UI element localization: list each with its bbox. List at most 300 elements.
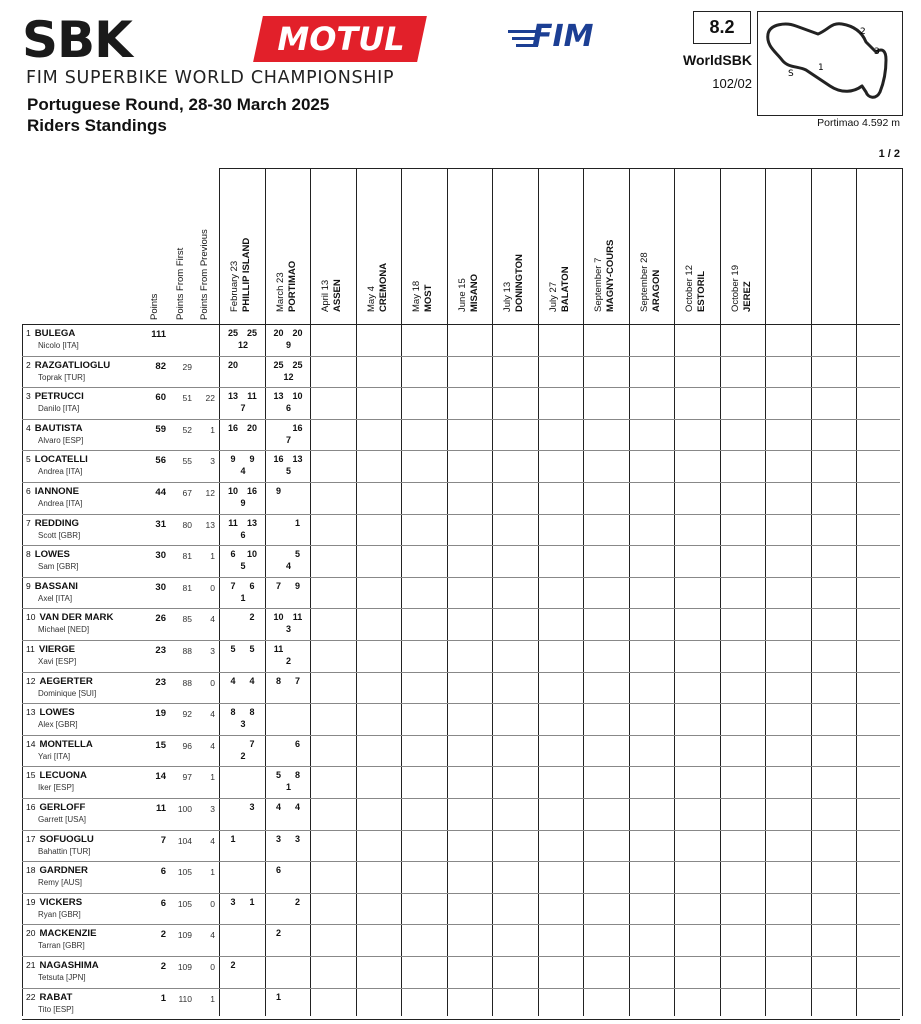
rider-firstname: Yari [ITA] bbox=[38, 751, 71, 761]
page-subtitle: Riders Standings bbox=[27, 116, 167, 135]
column-header-from-previous bbox=[197, 168, 213, 324]
rider-position: 7 bbox=[26, 517, 31, 528]
rider-name-cell bbox=[26, 992, 74, 1015]
race1-result: 9 bbox=[230, 454, 236, 465]
rider-points: 6 bbox=[160, 866, 166, 878]
round-date: March 23 bbox=[274, 272, 286, 312]
rider-points: 60 bbox=[155, 392, 166, 404]
column-header-label: Points From Previous bbox=[199, 229, 210, 320]
rider-firstname: Andrea [ITA] bbox=[38, 499, 83, 508]
rider-position: 14 bbox=[26, 738, 36, 749]
rider-points-from-previous: 3 bbox=[210, 804, 215, 814]
rider-points: 26 bbox=[155, 613, 166, 625]
superpole-race-result: 1 bbox=[240, 592, 246, 603]
rider-firstname: Xavi [ESP] bbox=[38, 657, 77, 666]
rider-name-cell bbox=[26, 770, 87, 793]
rider-points: 14 bbox=[155, 771, 166, 783]
page-title: Portuguese Round, 28-30 March 2025 bbox=[27, 95, 330, 114]
race1-result: 2 bbox=[230, 960, 236, 970]
rider-surname: LOWES bbox=[34, 549, 70, 561]
rider-points: 23 bbox=[155, 676, 166, 688]
rider-position: 4 bbox=[26, 422, 31, 433]
motul-wordmark: MOTUL bbox=[277, 20, 405, 58]
table-row bbox=[22, 956, 900, 988]
race2-result: 25 bbox=[246, 328, 257, 338]
race2-result: 8 bbox=[249, 707, 255, 718]
round-name: PHILLIP ISLAND bbox=[241, 237, 252, 312]
race1-result: 1 bbox=[275, 991, 281, 1002]
rider-surname: VIERGE bbox=[38, 644, 76, 655]
rider-surname: BAUTISTA bbox=[34, 422, 83, 434]
round-header bbox=[265, 168, 311, 324]
rider-firstname: Dominique [SUI] bbox=[38, 688, 97, 698]
rider-points: 56 bbox=[155, 455, 166, 467]
round-header bbox=[310, 168, 356, 324]
round-name: CREMONA bbox=[377, 262, 389, 312]
round-name: MAGNY-COURS bbox=[605, 239, 616, 312]
superpole-race-result: 3 bbox=[240, 719, 246, 730]
rider-points-from-previous: 22 bbox=[205, 393, 215, 404]
rider-firstname: Alex [GBR] bbox=[38, 720, 78, 730]
rider-points-from-first: 92 bbox=[182, 709, 192, 720]
table-row bbox=[22, 735, 900, 767]
race2-result: 9 bbox=[294, 580, 300, 591]
round-date: July 13 bbox=[502, 281, 513, 312]
doc-code-box: 8.2 bbox=[693, 11, 751, 44]
rider-surname: SOFUOGLU bbox=[39, 833, 94, 845]
round-header bbox=[447, 168, 493, 324]
table-row bbox=[22, 419, 900, 451]
rider-points: 31 bbox=[155, 518, 166, 530]
rider-points-from-first: 110 bbox=[178, 993, 192, 1004]
race2-result: 16 bbox=[292, 422, 303, 433]
rider-position: 2 bbox=[26, 359, 31, 370]
rider-points: 59 bbox=[155, 423, 166, 435]
table-row bbox=[22, 450, 900, 482]
rider-position: 13 bbox=[26, 707, 36, 718]
rider-surname: BULEGA bbox=[34, 328, 76, 339]
superpole-race-result: 12 bbox=[237, 340, 248, 350]
rider-position: 12 bbox=[26, 675, 36, 686]
table-row bbox=[22, 893, 900, 925]
rider-points: 23 bbox=[155, 645, 166, 656]
column-header-label: Points From First bbox=[175, 247, 186, 320]
superpole-race-result: 1 bbox=[285, 782, 291, 793]
rider-position: 17 bbox=[26, 833, 36, 844]
race1-result: 11 bbox=[273, 644, 284, 654]
rider-name-cell bbox=[26, 581, 78, 604]
race1-result: 6 bbox=[275, 865, 281, 876]
rider-position: 8 bbox=[26, 549, 31, 560]
rider-firstname: Nicolo [ITA] bbox=[38, 341, 79, 350]
rider-name-cell bbox=[26, 549, 78, 572]
rider-firstname: Andrea [ITA] bbox=[38, 467, 83, 477]
rider-points-from-first: 105 bbox=[177, 898, 192, 909]
rider-points-from-first: 100 bbox=[177, 804, 192, 814]
track-label-2: 2 bbox=[860, 27, 866, 37]
rider-points-from-first: 29 bbox=[182, 361, 192, 372]
rider-points: 11 bbox=[155, 803, 166, 814]
rider-points: 44 bbox=[155, 487, 166, 498]
race2-result: 7 bbox=[294, 675, 300, 686]
round-date: May 18 bbox=[411, 280, 422, 312]
race1-result: 20 bbox=[227, 359, 238, 370]
rider-points-from-previous: 12 bbox=[205, 488, 215, 498]
race1-result: 16 bbox=[273, 454, 284, 465]
column-header-from-first bbox=[173, 168, 189, 324]
championship-name: FIM SUPERBIKE WORLD CHAMPIONSHIP bbox=[26, 68, 395, 88]
table-row bbox=[22, 640, 900, 672]
rider-points-from-previous: 0 bbox=[210, 677, 215, 688]
table-row bbox=[22, 356, 900, 388]
rider-surname: MONTELLA bbox=[39, 738, 93, 750]
table-row bbox=[22, 482, 900, 514]
rider-name-cell bbox=[26, 707, 78, 730]
rider-points: 2 bbox=[160, 961, 166, 972]
table-row bbox=[22, 830, 900, 862]
rider-points-from-first: 85 bbox=[182, 614, 192, 625]
rider-points: 15 bbox=[155, 739, 166, 751]
rider-points-from-previous: 1 bbox=[210, 424, 215, 435]
table-row bbox=[22, 703, 900, 735]
round-name: MISANO bbox=[468, 274, 480, 312]
track-map bbox=[757, 11, 903, 116]
round-date: September 28 bbox=[638, 252, 650, 312]
rider-firstname: Scott [GBR] bbox=[38, 530, 81, 540]
rider-points-from-previous: 0 bbox=[210, 898, 215, 909]
track-layout-icon bbox=[758, 12, 901, 114]
rider-surname: LOCATELLI bbox=[34, 454, 88, 466]
rider-points-from-previous: 4 bbox=[210, 740, 215, 751]
race2-result: 7 bbox=[249, 738, 255, 749]
round-header bbox=[720, 168, 766, 324]
race1-result: 10 bbox=[227, 486, 238, 496]
superpole-race-result: 2 bbox=[240, 750, 246, 761]
rider-points: 7 bbox=[160, 834, 166, 846]
rider-position: 10 bbox=[26, 612, 36, 623]
table-row bbox=[22, 387, 900, 419]
rider-firstname: Iker [ESP] bbox=[38, 783, 75, 793]
rider-firstname: Ryan [GBR] bbox=[38, 909, 81, 919]
rider-points: 1 bbox=[160, 992, 166, 1004]
race1-result: 2 bbox=[275, 928, 281, 939]
race1-result: 8 bbox=[230, 707, 236, 718]
race1-result: 10 bbox=[273, 612, 284, 623]
rider-points-from-first: 81 bbox=[182, 582, 192, 593]
rider-position: 18 bbox=[26, 865, 36, 876]
race2-result: 3 bbox=[294, 833, 300, 844]
rider-surname: AEGERTER bbox=[39, 675, 93, 687]
race1-result: 9 bbox=[275, 486, 281, 496]
rider-points-from-previous: 4 bbox=[210, 614, 215, 625]
rider-name-cell bbox=[26, 391, 84, 414]
rider-points: 111 bbox=[151, 329, 166, 340]
rider-name-cell bbox=[26, 328, 79, 351]
rider-points-from-first: 67 bbox=[182, 488, 192, 498]
round-header bbox=[492, 168, 538, 324]
rider-firstname: Danilo [ITA] bbox=[38, 404, 80, 414]
race1-result: 20 bbox=[273, 328, 284, 338]
track-label-3: 3 bbox=[874, 47, 880, 57]
superpole-race-result: 6 bbox=[240, 529, 246, 540]
race2-result: 6 bbox=[249, 580, 255, 591]
race2-result: 2 bbox=[249, 612, 255, 623]
rider-position: 3 bbox=[26, 391, 31, 402]
rider-firstname: Bahattin [TUR] bbox=[38, 846, 91, 856]
table-bottom-border bbox=[22, 1019, 900, 1020]
rider-position: 20 bbox=[26, 928, 36, 939]
rider-firstname: Tito [ESP] bbox=[38, 1004, 74, 1014]
round-name: ASSEN bbox=[332, 279, 343, 312]
rider-points-from-first: 96 bbox=[182, 740, 192, 751]
race2-result: 20 bbox=[246, 422, 257, 433]
doc-number: 102/02 bbox=[712, 76, 752, 91]
round-date: April 13 bbox=[320, 279, 331, 312]
race1-result: 8 bbox=[275, 675, 281, 686]
rider-surname: MACKENZIE bbox=[39, 928, 97, 940]
rider-position: 9 bbox=[26, 580, 31, 591]
table-row bbox=[22, 514, 900, 546]
rider-firstname: Alvaro [ESP] bbox=[38, 435, 84, 445]
race2-result: 13 bbox=[292, 454, 303, 465]
race1-result: 5 bbox=[275, 770, 281, 781]
round-name: PORTIMAO bbox=[286, 260, 298, 312]
superpole-race-result: 3 bbox=[285, 624, 291, 635]
race2-result: 20 bbox=[292, 328, 303, 338]
round-header bbox=[583, 168, 629, 324]
round-name: ESTORIL bbox=[696, 271, 707, 312]
rider-name-cell bbox=[26, 897, 82, 920]
rider-name-cell bbox=[26, 960, 99, 983]
rider-firstname: Sam [GBR] bbox=[38, 562, 79, 572]
rider-points-from-previous: 4 bbox=[210, 835, 215, 846]
superpole-race-result: 9 bbox=[285, 340, 291, 350]
rider-points: 19 bbox=[155, 708, 166, 720]
round-date: September 7 bbox=[593, 257, 604, 312]
race1-result: 25 bbox=[227, 328, 238, 338]
round-date: October 19 bbox=[729, 265, 741, 312]
rider-firstname: Axel [ITA] bbox=[38, 593, 73, 603]
rider-position: 15 bbox=[26, 770, 36, 781]
track-label-1: 1 bbox=[818, 63, 824, 73]
rider-name-cell bbox=[26, 928, 97, 951]
race2-result: 16 bbox=[246, 486, 257, 496]
rider-surname: LOWES bbox=[39, 707, 75, 719]
rider-points-from-previous: 4 bbox=[210, 709, 215, 720]
page-number: 1 / 2 bbox=[878, 148, 900, 160]
round-header bbox=[674, 168, 720, 324]
table-row bbox=[22, 324, 900, 356]
rider-firstname: Garrett [USA] bbox=[38, 815, 87, 824]
round-name: ARAGON bbox=[650, 269, 662, 312]
rider-surname: RABAT bbox=[39, 991, 73, 1003]
rider-name-cell bbox=[26, 834, 94, 857]
table-row bbox=[22, 861, 900, 893]
rider-points-from-previous: 1 bbox=[210, 551, 215, 562]
rider-points-from-first: 88 bbox=[182, 646, 192, 656]
race2-result: 25 bbox=[292, 359, 303, 370]
race1-result: 25 bbox=[273, 359, 284, 370]
rider-points-from-first: 88 bbox=[182, 677, 192, 688]
rider-points-from-previous: 0 bbox=[210, 962, 215, 972]
table-row bbox=[22, 672, 900, 704]
rider-points-from-previous: 1 bbox=[210, 993, 215, 1004]
rider-points-from-first: 109 bbox=[177, 962, 192, 972]
column-divider bbox=[902, 168, 903, 1016]
rider-name-cell bbox=[26, 644, 76, 667]
round-name: BALATON bbox=[559, 266, 571, 312]
superpole-race-result: 7 bbox=[240, 403, 246, 414]
rider-firstname: Tarran [GBR] bbox=[38, 941, 85, 951]
rider-points-from-first: 55 bbox=[182, 456, 192, 467]
rider-surname: GARDNER bbox=[39, 865, 88, 877]
race2-result: 8 bbox=[294, 770, 300, 781]
rider-points: 2 bbox=[160, 929, 166, 941]
table-row bbox=[22, 608, 900, 640]
rider-points-from-first: 52 bbox=[182, 424, 192, 435]
rider-points-from-previous: 1 bbox=[210, 867, 215, 878]
rider-firstname: Michael [NED] bbox=[38, 625, 90, 635]
rider-points-from-previous: 1 bbox=[210, 772, 215, 783]
race2-result: 13 bbox=[246, 517, 257, 528]
race1-result: 7 bbox=[230, 580, 236, 591]
rider-position: 16 bbox=[26, 802, 36, 812]
rider-points: 30 bbox=[155, 581, 166, 593]
superpole-race-result: 5 bbox=[240, 561, 246, 572]
rider-position: 6 bbox=[26, 486, 31, 496]
rider-points-from-first: 97 bbox=[182, 772, 192, 783]
rider-name-cell bbox=[26, 360, 110, 383]
race2-result: 6 bbox=[294, 738, 300, 749]
round-date: May 4 bbox=[365, 286, 377, 312]
series-name: WorldSBK bbox=[683, 52, 752, 68]
rider-name-cell bbox=[26, 739, 93, 762]
table-row bbox=[22, 545, 900, 577]
rider-points-from-previous: 3 bbox=[210, 456, 215, 467]
race2-result: 1 bbox=[249, 896, 255, 907]
rider-surname: GERLOFF bbox=[39, 802, 86, 813]
rider-points: 30 bbox=[155, 550, 166, 562]
rider-surname: PETRUCCI bbox=[34, 391, 84, 403]
race1-result: 11 bbox=[228, 517, 238, 528]
rider-position: 1 bbox=[26, 328, 31, 338]
rider-position: 22 bbox=[26, 991, 36, 1002]
rider-points-from-first: 80 bbox=[182, 519, 192, 530]
round-header bbox=[219, 168, 265, 324]
column-header-label: Points bbox=[149, 293, 160, 320]
race2-result: 2 bbox=[294, 896, 300, 907]
race1-result: 4 bbox=[230, 675, 236, 686]
column-header-points bbox=[147, 168, 163, 324]
race1-result: 3 bbox=[275, 833, 281, 844]
round-name: DONINGTON bbox=[514, 254, 525, 312]
rider-points-from-previous: 4 bbox=[210, 930, 215, 941]
rider-surname: VAN DER MARK bbox=[39, 612, 114, 624]
rider-position: 5 bbox=[26, 454, 31, 465]
table-row bbox=[22, 766, 900, 798]
race2-result: 11 bbox=[247, 391, 257, 402]
table-row bbox=[22, 577, 900, 609]
race2-result: 10 bbox=[246, 549, 257, 560]
round-header bbox=[401, 168, 447, 324]
sbk-wordmark: SBK bbox=[22, 11, 132, 69]
rider-surname: RAZGATLIOGLU bbox=[34, 359, 111, 371]
race2-result: 5 bbox=[249, 644, 255, 654]
rider-name-cell bbox=[26, 676, 96, 699]
race2-result: 1 bbox=[294, 517, 300, 528]
fim-logo bbox=[508, 18, 600, 56]
rider-position: 11 bbox=[26, 644, 35, 654]
superpole-race-result: 7 bbox=[285, 434, 291, 445]
race1-result: 13 bbox=[227, 391, 238, 402]
race2-result: 11 bbox=[292, 612, 303, 623]
race1-result: 16 bbox=[227, 422, 238, 433]
table-row bbox=[22, 798, 900, 830]
race2-result: 10 bbox=[292, 391, 303, 402]
standings-table bbox=[22, 168, 900, 1016]
rider-name-cell bbox=[26, 612, 113, 635]
table-row bbox=[22, 988, 900, 1020]
round-header bbox=[629, 168, 675, 324]
superpole-race-result: 5 bbox=[285, 466, 291, 477]
round-name: MOST bbox=[423, 284, 434, 312]
sbk-motul-logo bbox=[22, 10, 422, 90]
rider-points: 82 bbox=[155, 360, 166, 372]
rider-surname: VICKERS bbox=[39, 896, 83, 908]
round-date: October 12 bbox=[684, 265, 695, 312]
superpole-race-result: 2 bbox=[285, 656, 291, 666]
rider-firstname: Toprak [TUR] bbox=[38, 372, 86, 382]
rider-points-from-previous: 0 bbox=[210, 582, 215, 593]
race2-result: 9 bbox=[249, 454, 255, 465]
rider-surname: BASSANI bbox=[34, 580, 78, 592]
race2-result: 5 bbox=[294, 549, 300, 560]
superpole-race-result: 12 bbox=[283, 371, 294, 382]
rider-surname: REDDING bbox=[34, 517, 79, 529]
track-label-s: S bbox=[788, 69, 794, 79]
rider-points-from-first: 105 bbox=[177, 867, 192, 878]
race1-result: 3 bbox=[230, 896, 236, 907]
rider-points-from-previous: 13 bbox=[205, 519, 215, 530]
round-date: February 23 bbox=[229, 260, 240, 312]
rider-name-cell bbox=[26, 423, 83, 446]
race1-result: 13 bbox=[273, 391, 284, 402]
rider-surname: LECUONA bbox=[39, 770, 87, 782]
rider-points-from-previous: 3 bbox=[210, 646, 215, 656]
rider-points-from-first: 104 bbox=[177, 835, 192, 846]
race1-result: 4 bbox=[275, 802, 281, 812]
superpole-race-result: 6 bbox=[285, 403, 291, 414]
rider-firstname: Tetsuta [JPN] bbox=[38, 973, 86, 982]
rider-position: 19 bbox=[26, 896, 36, 907]
rider-name-cell bbox=[26, 486, 82, 509]
rider-points: 6 bbox=[160, 897, 166, 909]
rider-name-cell bbox=[26, 865, 88, 888]
track-info: Portimao 4.592 m bbox=[817, 117, 900, 129]
superpole-race-result: 4 bbox=[240, 466, 246, 477]
rider-points-from-first: 51 bbox=[182, 393, 192, 404]
round-header bbox=[538, 168, 584, 324]
rider-points-from-first: 109 bbox=[177, 930, 192, 941]
race2-result: 4 bbox=[249, 675, 255, 686]
table-row bbox=[22, 924, 900, 956]
race1-result: 7 bbox=[275, 580, 281, 591]
superpole-race-result: 4 bbox=[285, 561, 291, 572]
rider-firstname: Remy [AUS] bbox=[38, 878, 83, 888]
round-name: JEREZ bbox=[741, 281, 753, 312]
rider-surname: IANNONE bbox=[34, 486, 79, 497]
race2-result: 4 bbox=[294, 802, 300, 812]
